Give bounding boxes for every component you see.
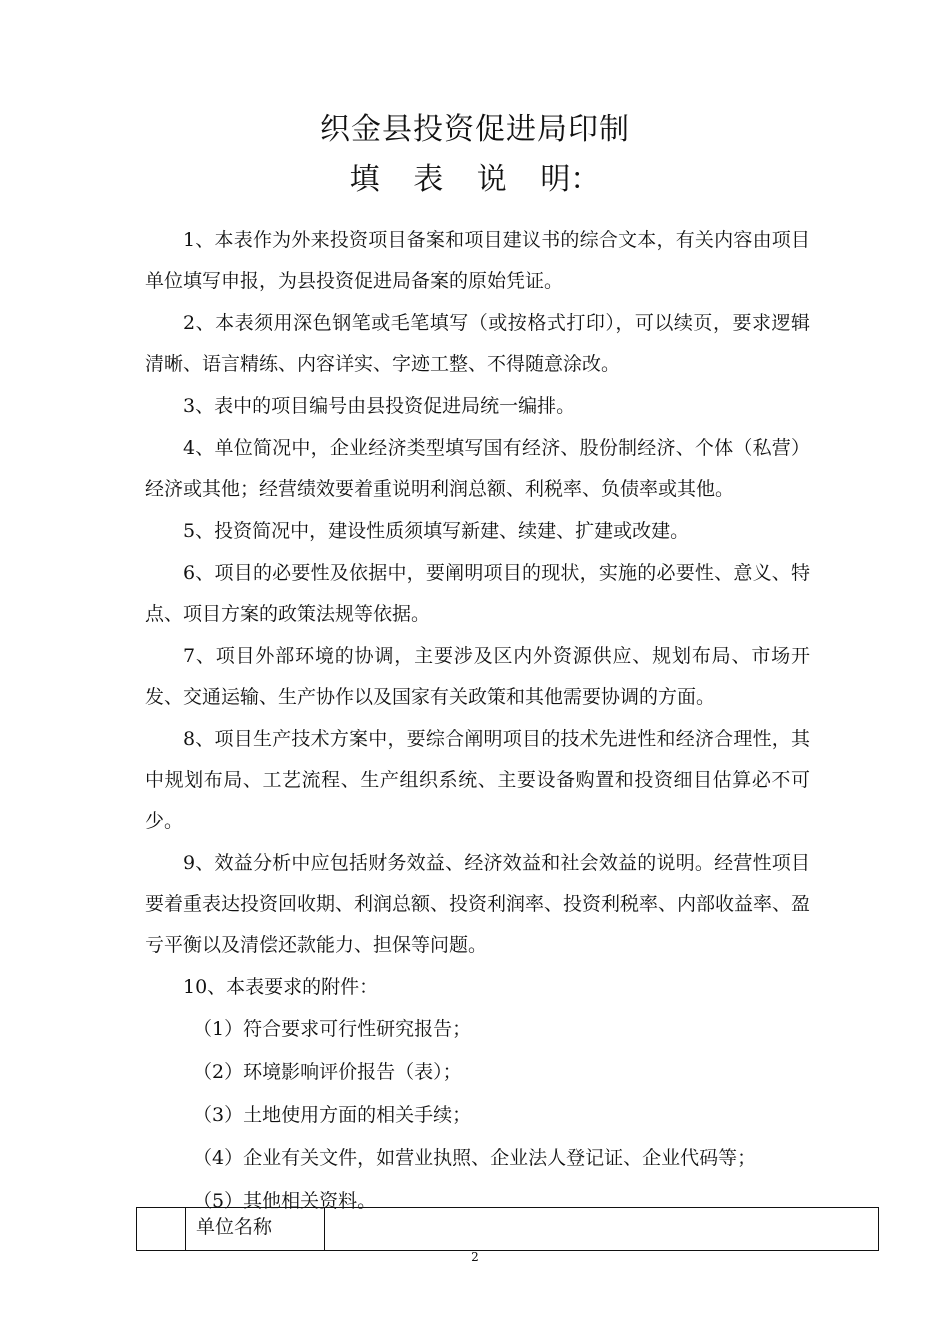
section-heading-char: 说: [476, 162, 507, 197]
attachment-item: （4）企业有关文件，如营业执照、企业法人登记证、企业代码等；: [193, 1147, 757, 1169]
table-blank-cell: [137, 1208, 186, 1251]
unit-name-field[interactable]: [325, 1208, 879, 1251]
table-row: [137, 1208, 879, 1251]
instruction-paragraph: 1、本表作为外来投资项目备案和项目建议书的综合文本，有关内容由项目单位填写申报，为县投资促进局备案的原始凭证。: [145, 229, 810, 292]
instruction-paragraph: 6、项目的必要性及依据中，要阐明项目的现状，实施的必要性、意义、特点、项目方案的政策法规等依据。: [145, 562, 810, 625]
attachment-item: （1）符合要求可行性研究报告；: [193, 1018, 472, 1040]
instruction-paragraph: 4、单位简况中，企业经济类型填写国有经济、股份制经济、个体（私营）经济或其他；经营绩效要着重说明利润总额、利税率、负债率或其他。: [145, 437, 810, 500]
section-heading-char: 表: [413, 162, 444, 197]
attachment-item: （2）环境影响评价报告（表）；: [193, 1061, 462, 1083]
unit-info-table: [136, 1207, 879, 1251]
page-number: 2: [471, 1250, 479, 1264]
attachment-item: （3）土地使用方面的相关手续；: [193, 1104, 472, 1126]
instruction-paragraph: 3、表中的项目编号由县投资促进局统一编排。: [183, 395, 576, 417]
instruction-paragraph: 9、效益分析中应包括财务效益、经济效益和社会效益的说明。经营性项目要着重表达投资回收期、利润总额、投资利润率、投资利税率、内部收益率、盈亏平衡以及清偿还款能力、担保等问题。: [145, 852, 811, 956]
instructions-body: [145, 220, 810, 1223]
instruction-paragraph: 10、本表要求的附件：: [183, 976, 379, 998]
page-title: 织金县投资促进局印制: [320, 112, 630, 147]
instruction-paragraph: 5、投资简况中，建设性质须填写新建、续建、扩建或改建。: [183, 520, 690, 542]
instruction-paragraph: 8、项目生产技术方案中，要综合阐明项目的技术先进性和经济合理性，其中规划布局、工艺流程、生产组织系统、主要设备购置和投资细目估算必不可少。: [145, 728, 810, 832]
section-heading-char: 填: [349, 162, 380, 197]
unit-name-label: 单位名称: [186, 1208, 325, 1251]
instruction-paragraph: 2、本表须用深色钢笔或毛笔填写（或按格式打印），可以续页，要求逻辑清晰、语言精练、内容详实、字迹工整、不得随意涂改。: [145, 312, 810, 375]
attachment-item: （5）其他相关资料。: [193, 1190, 377, 1212]
instruction-paragraph: 7、项目外部环境的协调，主要涉及区内外资源供应、规划布局、市场开发、交通运输、生产协作以及国家有关政策和其他需要协调的方面。: [145, 645, 810, 708]
section-heading-char: 明：: [540, 162, 601, 197]
section-heading: [0, 158, 950, 202]
